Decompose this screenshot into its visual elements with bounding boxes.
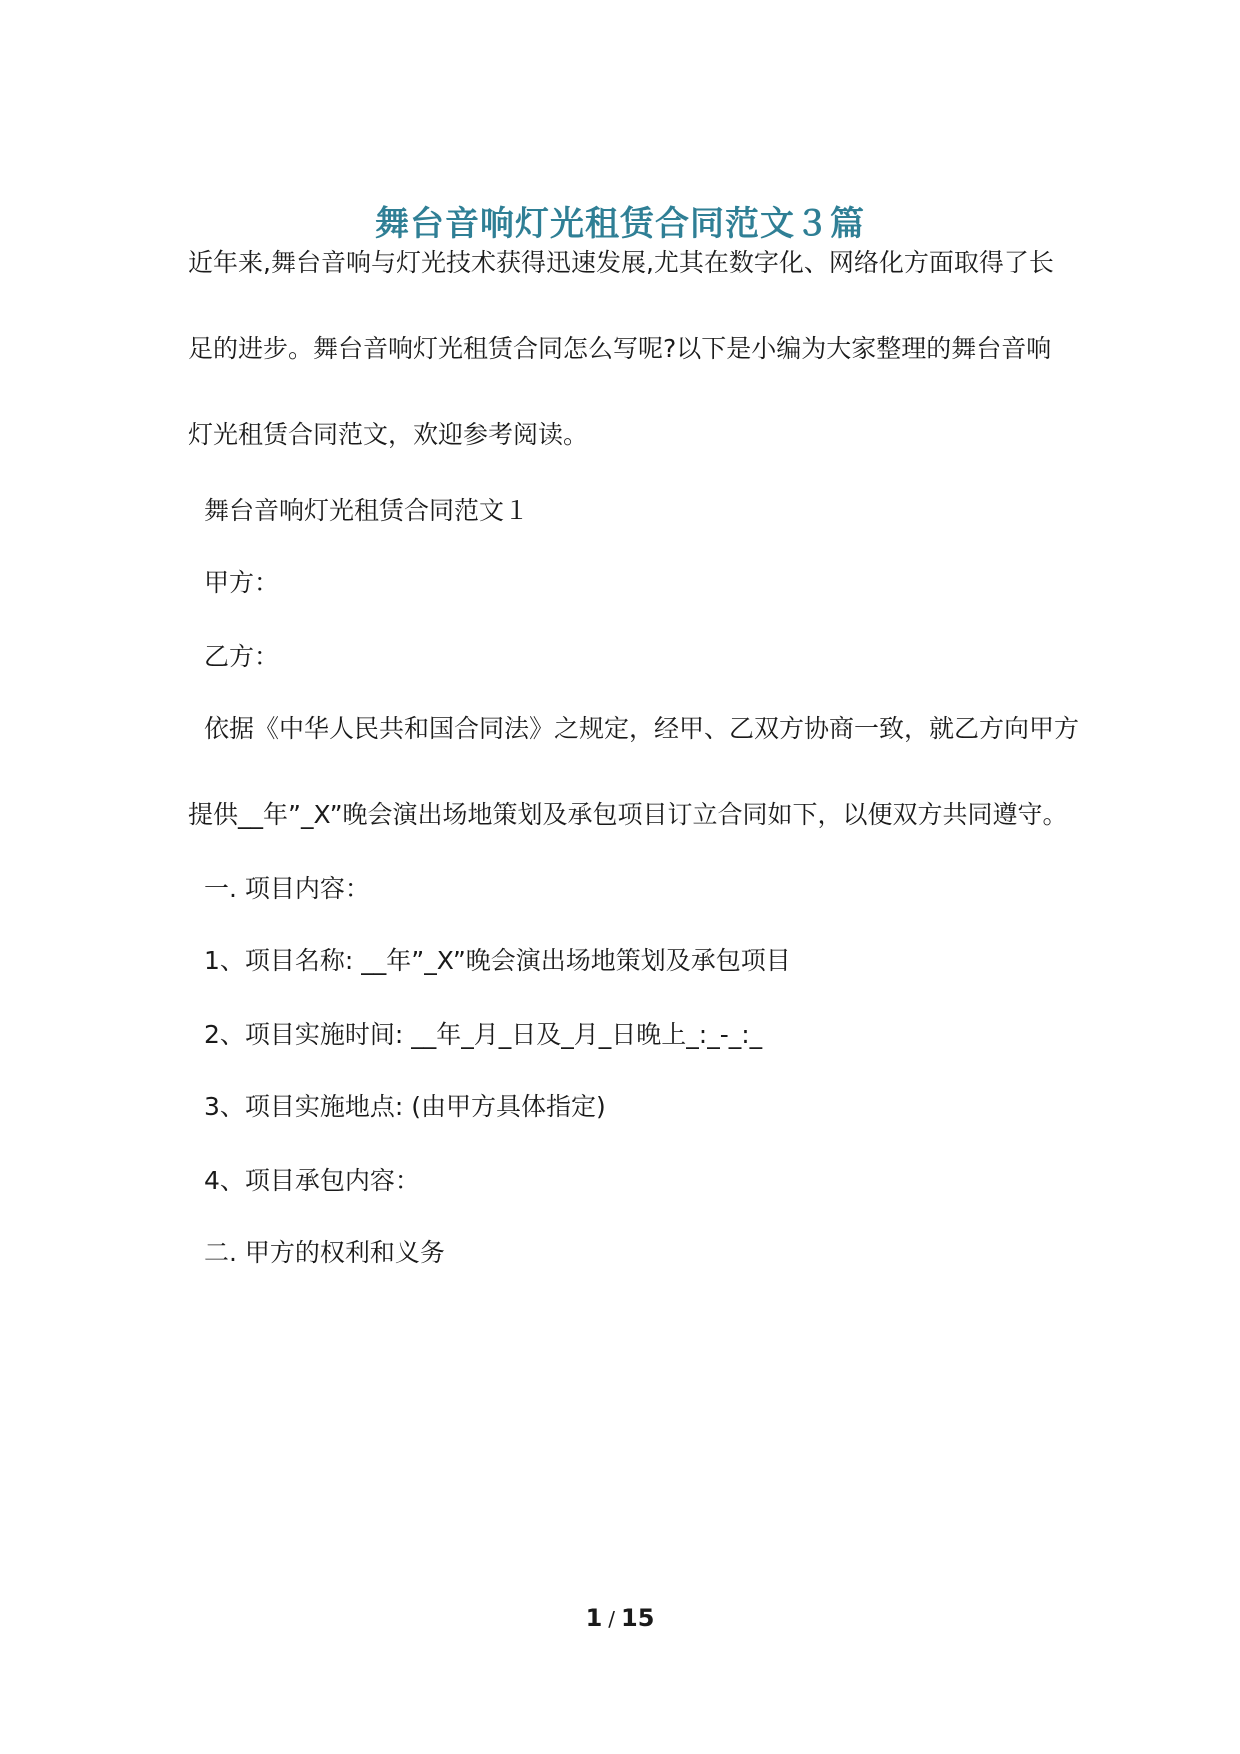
- intro-line-1: 近年来,舞台音响与灯光技术获得迅速发展,尤其在数字化、网络化方面取得了长: [188, 248, 1054, 277]
- item-2: 2、项目实施时间: __年_月_日及_月_日晚上_:_-_:_: [204, 1020, 763, 1049]
- intro-line-3: 灯光租赁合同范文，欢迎参考阅读。: [188, 420, 589, 449]
- page-number: [0, 1604, 1240, 1632]
- party-a-label: 甲方：: [204, 568, 280, 597]
- item-4: 4、项目承包内容：: [204, 1166, 420, 1195]
- contract-paragraph-line-1: 依据《中华人民共和国合同法》之规定，经甲、乙双方协商一致，就乙方向甲方: [204, 714, 1080, 743]
- contract-paragraph-line-2: 提供__年”_X”晚会演出场地策划及承包项目订立合同如下，以便双方共同遵守。: [188, 800, 1068, 829]
- party-b-label: 乙方：: [204, 642, 280, 671]
- current-page: 1: [585, 1604, 603, 1632]
- section-heading: 舞台音响灯光租赁合同范文１: [204, 496, 530, 525]
- item-3: 3、项目实施地点: (由甲方具体指定): [204, 1092, 606, 1121]
- page-separator: /: [608, 1607, 616, 1631]
- item-heading-1: 一. 项目内容：: [204, 874, 370, 903]
- document-title: 舞台音响灯光租赁合同范文３篇: [375, 204, 865, 244]
- intro-line-2: 足的进步。舞台音响灯光租赁合同怎么写呢?以下是小编为大家整理的舞台音响: [188, 334, 1052, 363]
- total-pages: 15: [621, 1604, 655, 1632]
- item-1: 1、项目名称: __年”_X”晚会演出场地策划及承包项目: [204, 946, 791, 975]
- item-heading-2: 二. 甲方的权利和义务: [204, 1238, 445, 1267]
